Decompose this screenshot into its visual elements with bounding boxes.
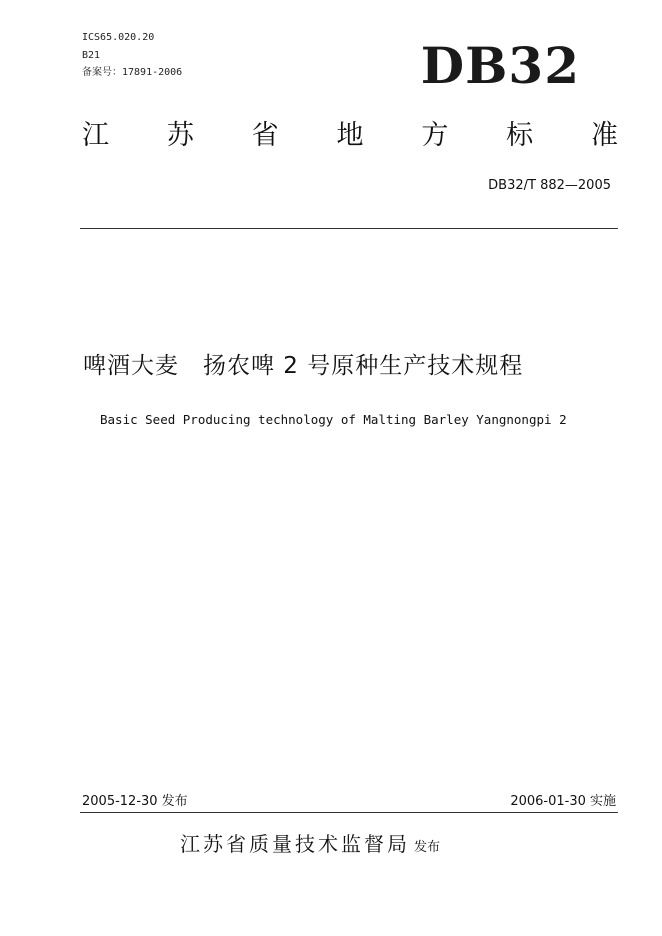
standard-type-char: 标 bbox=[506, 120, 534, 151]
issuer-name: 江苏省质量技术监督局 bbox=[180, 832, 410, 856]
issue-date: 2005-12-30 发布 bbox=[82, 794, 188, 809]
standard-code-logo: DB32 bbox=[420, 36, 580, 95]
issuer bbox=[180, 830, 440, 862]
standard-type-char: 方 bbox=[421, 120, 449, 151]
standard-type-char: 地 bbox=[336, 120, 364, 151]
title-english: Basic Seed Producing technology of Malting Barley Yangnongpi 2 bbox=[100, 412, 567, 427]
filing-number: 备案号：17891-2006 bbox=[82, 67, 183, 78]
standard-type-heading bbox=[82, 118, 618, 154]
issuer-suffix: 发布 bbox=[414, 840, 441, 855]
ccs-code: B21 bbox=[82, 50, 101, 61]
standard-type-char: 准 bbox=[590, 120, 618, 151]
bottom-divider bbox=[80, 812, 618, 813]
implementation-date: 2006-01-30 实施 bbox=[510, 794, 616, 809]
standard-type-char: 江 bbox=[82, 120, 109, 151]
standard-type-char: 苏 bbox=[166, 120, 194, 151]
ics-code: ICS65.020.20 bbox=[82, 32, 155, 43]
standard-type-char: 省 bbox=[251, 120, 279, 151]
standard-number: DB32/T 882—2005 bbox=[488, 178, 611, 193]
title-chinese: 啤酒大麦 扬农啤 2 号原种生产技术规程 bbox=[83, 353, 524, 379]
top-divider bbox=[80, 228, 618, 229]
